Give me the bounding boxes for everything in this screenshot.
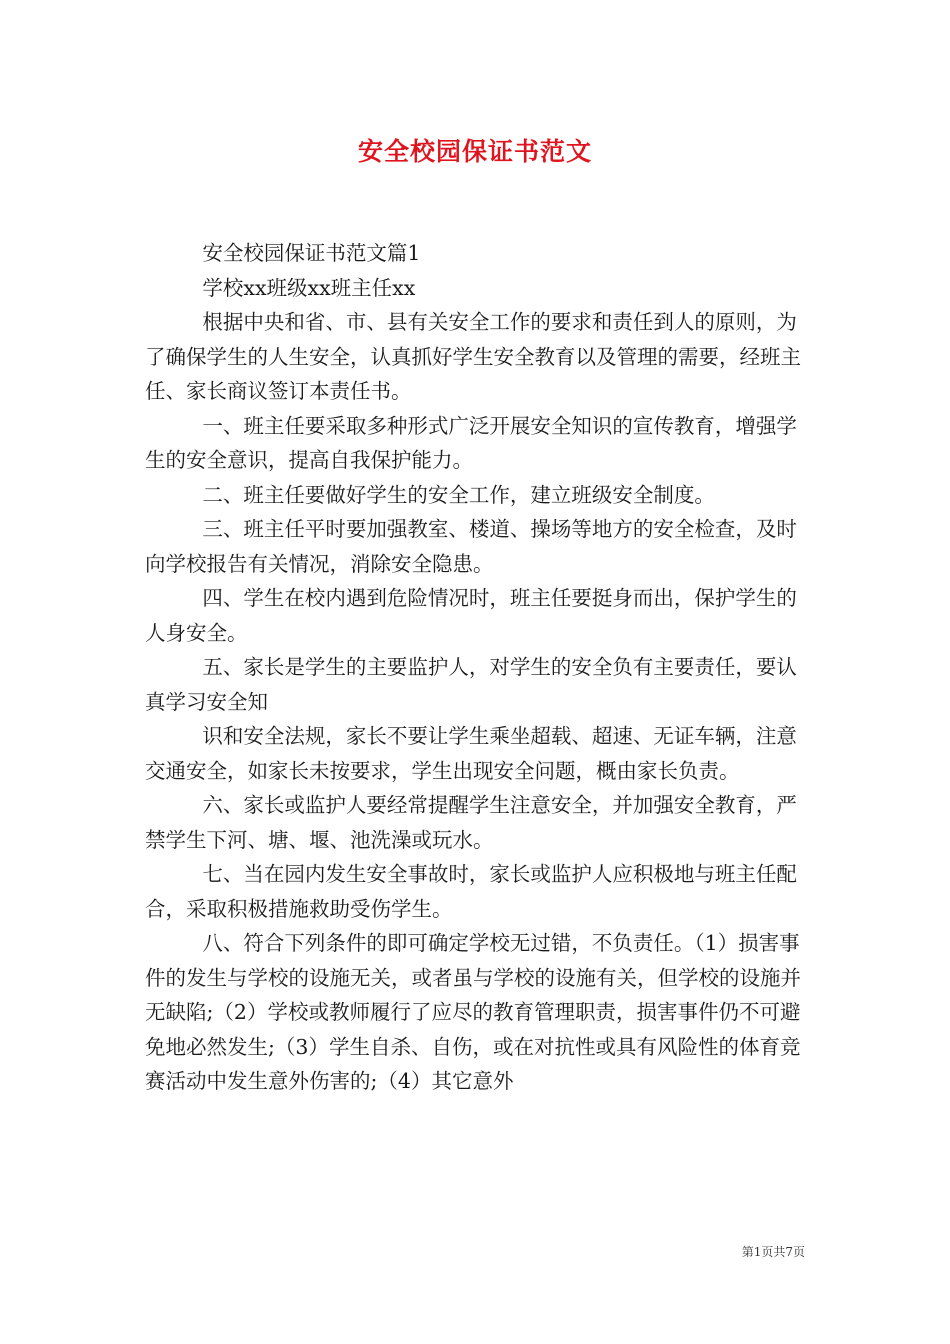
page-indicator: 第1页共7页 xyxy=(741,1245,805,1259)
document-title: 安全校园保证书范文 xyxy=(357,137,592,166)
paragraph-item-8: 八、符合下列条件的即可确定学校无过错，不负责任。（1）损害事件的发生与学校的设施无关，或者虽与学校的设施有关，但学校的设施并无缺陷;（2）学校或教师履行了应尽的教育管理职责，损害事件仍不可避免地必然发生;（3）学生自杀、自伤，或在对抗性或具有风险性的体育竞赛活动中发生意外伤害的;（4）其它意外 xyxy=(145,931,801,1093)
paragraph-item-5-continued: 识和安全法规，家长不要让学生乘坐超载、超速、无证车辆，注意交通安全，如家长未按要求，学生出现安全问题，概由家长负责。 xyxy=(145,724,797,783)
paragraph-item-6: 六、家长或监护人要经常提醒学生注意安全，并加强安全教育，严禁学生下河、塘、堰、池洗澡或玩水。 xyxy=(145,793,797,852)
paragraph-item-1: 一、班主任要采取多种形式广泛开展安全知识的宣传教育，增强学生的安全意识，提高自我保护能力。 xyxy=(145,413,797,472)
section-heading: 安全校园保证书范文篇1 xyxy=(202,241,421,265)
paragraph-intro: 根据中央和省、市、县有关安全工作的要求和责任到人的原则，为了确保学生的人生安全，认真抓好学生安全教育以及管理的需要，经班主任、家长商议签订本责任书。 xyxy=(145,310,801,403)
paragraph-item-4: 四、学生在校内遇到危险情况时，班主任要挺身而出，保护学生的人身安全。 xyxy=(145,586,797,645)
school-line: 学校xx班级xx班主任xx xyxy=(202,275,416,300)
document-body xyxy=(145,236,810,1099)
paragraph-item-7: 七、当在园内发生安全事故时，家长或监护人应积极地与班主任配合，采取积极措施救助受伤学生。 xyxy=(145,862,797,921)
paragraph-item-3: 三、班主任平时要加强教室、楼道、操场等地方的安全检查，及时向学校报告有关情况，消除安全隐患。 xyxy=(145,517,797,576)
paragraph-item-2: 二、班主任要做好学生的安全工作，建立班级安全制度。 xyxy=(202,482,715,507)
paragraph-item-5: 五、家长是学生的主要监护人，对学生的安全负有主要责任，要认真学习安全知 xyxy=(145,655,797,714)
